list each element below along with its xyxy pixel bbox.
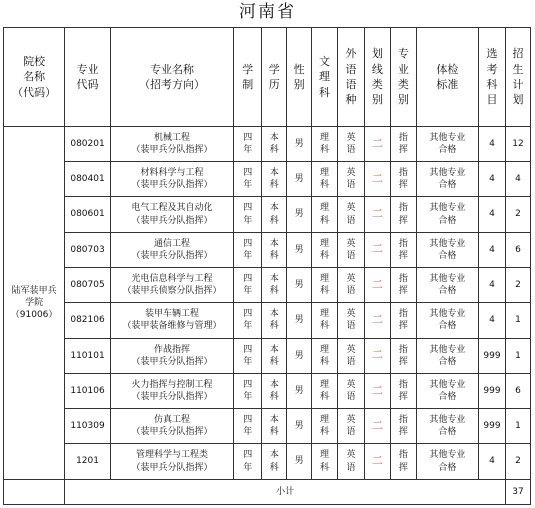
summary-row — [4, 479, 531, 504]
gender-cell: 男 — [287, 303, 312, 338]
language-cell: 英 语 — [337, 267, 364, 302]
line-type-cell: 二 — [364, 303, 390, 338]
subject-cell: 理 科 — [312, 373, 338, 408]
education-cell: 本 科 — [262, 232, 287, 267]
subject-cell: 理 科 — [312, 126, 338, 161]
header-physical: 体检 标准 — [416, 28, 478, 127]
gender-cell: 男 — [287, 373, 312, 408]
exam-subject-cell: 999 — [479, 409, 506, 444]
header-line-type: 划 线 类 别 — [364, 28, 390, 127]
physical-cell: 其他专业 合格 — [416, 197, 478, 232]
name-cell: 光电信息科学与工程 （装甲兵侦察分队指挥） — [110, 267, 233, 302]
line-type-cell: 二 — [364, 126, 390, 161]
major-type-cell: 指 挥 — [390, 444, 416, 479]
subject-cell: 理 科 — [312, 338, 338, 373]
exam-subject-cell: 999 — [479, 373, 506, 408]
subject-cell: 理 科 — [312, 267, 338, 302]
language-cell: 英 语 — [337, 444, 364, 479]
code-cell: 080401 — [65, 162, 111, 197]
name-cell: 火力指挥与控制工程 （装甲兵分队指挥） — [110, 373, 233, 408]
name-cell: 材料科学与工程 （装甲兵分队指挥） — [110, 162, 233, 197]
header-years: 学 制 — [234, 28, 262, 127]
exam-subject-cell: 4 — [479, 197, 506, 232]
plan-cell: 1 — [506, 409, 531, 444]
years-cell: 四 年 — [234, 162, 262, 197]
years-cell: 四 年 — [234, 197, 262, 232]
gender-cell: 男 — [287, 162, 312, 197]
major-type-cell: 指 挥 — [390, 162, 416, 197]
education-cell: 本 科 — [262, 162, 287, 197]
years-cell: 四 年 — [234, 409, 262, 444]
name-cell: 装甲车辆工程 （装甲装备维修与管理） — [110, 303, 233, 338]
header-language: 外 语 语 种 — [337, 28, 364, 127]
table-row — [4, 267, 531, 302]
education-cell: 本 科 — [262, 373, 287, 408]
summary-label: 小计 — [65, 479, 506, 504]
subject-cell: 理 科 — [312, 162, 338, 197]
subject-cell: 理 科 — [312, 232, 338, 267]
language-cell: 英 语 — [337, 126, 364, 161]
line-type-cell: 二 — [364, 444, 390, 479]
gender-cell: 男 — [287, 232, 312, 267]
table-row — [4, 409, 531, 444]
language-cell: 英 语 — [337, 232, 364, 267]
plan-cell: 1 — [506, 338, 531, 373]
name-cell: 仿真工程 （装甲兵分队指挥） — [110, 409, 233, 444]
physical-cell: 其他专业 合格 — [416, 162, 478, 197]
years-cell: 四 年 — [234, 232, 262, 267]
header-education: 学 历 — [262, 28, 287, 127]
physical-cell: 其他专业 合格 — [416, 232, 478, 267]
years-cell: 四 年 — [234, 126, 262, 161]
line-type-cell: 二 — [364, 338, 390, 373]
education-cell: 本 科 — [262, 409, 287, 444]
major-type-cell: 指 挥 — [390, 126, 416, 161]
name-cell: 管理科学与工程类 （装甲兵分队指挥） — [110, 444, 233, 479]
major-type-cell: 指 挥 — [390, 373, 416, 408]
name-cell: 通信工程 （装甲兵分队指挥） — [110, 232, 233, 267]
line-type-cell: 二 — [364, 409, 390, 444]
years-cell: 四 年 — [234, 373, 262, 408]
education-cell: 本 科 — [262, 197, 287, 232]
gender-cell: 男 — [287, 126, 312, 161]
plan-cell: 2 — [506, 267, 531, 302]
code-cell: 080703 — [65, 232, 111, 267]
physical-cell: 其他专业 合格 — [416, 373, 478, 408]
code-cell: 080601 — [65, 197, 111, 232]
plan-cell: 6 — [506, 373, 531, 408]
table-row — [4, 197, 531, 232]
header-gender: 性 别 — [287, 28, 312, 127]
subject-cell: 理 科 — [312, 444, 338, 479]
name-cell: 作战指挥 （装甲兵分队指挥） — [110, 338, 233, 373]
education-cell: 本 科 — [262, 338, 287, 373]
education-cell: 本 科 — [262, 444, 287, 479]
header-row — [4, 28, 531, 127]
plan-cell: 6 — [506, 232, 531, 267]
language-cell: 英 语 — [337, 338, 364, 373]
line-type-cell: 二 — [364, 267, 390, 302]
exam-subject-cell: 4 — [479, 232, 506, 267]
summary-total: 37 — [506, 479, 531, 504]
line-type-cell: 二 — [364, 197, 390, 232]
exam-subject-cell: 4 — [479, 303, 506, 338]
physical-cell: 其他专业 合格 — [416, 126, 478, 161]
education-cell: 本 科 — [262, 303, 287, 338]
table-row — [4, 303, 531, 338]
education-cell: 本 科 — [262, 126, 287, 161]
gender-cell: 男 — [287, 267, 312, 302]
language-cell: 英 语 — [337, 303, 364, 338]
education-cell: 本 科 — [262, 267, 287, 302]
exam-subject-cell: 999 — [479, 338, 506, 373]
school-name-cell: 陆军装甲兵 学院 （91006） — [4, 126, 65, 479]
subject-cell: 理 科 — [312, 303, 338, 338]
header-name: 专业名称 （招考方向） — [110, 28, 233, 127]
gender-cell: 男 — [287, 409, 312, 444]
exam-subject-cell: 4 — [479, 126, 506, 161]
years-cell: 四 年 — [234, 267, 262, 302]
header-school: 院校 名称 （代码） — [4, 28, 65, 127]
gender-cell: 男 — [287, 444, 312, 479]
line-type-cell: 二 — [364, 162, 390, 197]
exam-subject-cell: 4 — [479, 267, 506, 302]
physical-cell: 其他专业 合格 — [416, 409, 478, 444]
code-cell: 082106 — [65, 303, 111, 338]
code-cell: 110106 — [65, 373, 111, 408]
plan-cell: 12 — [506, 126, 531, 161]
plan-cell: 4 — [506, 162, 531, 197]
years-cell: 四 年 — [234, 303, 262, 338]
header-code: 专业 代码 — [65, 28, 111, 127]
years-cell: 四 年 — [234, 338, 262, 373]
major-type-cell: 指 挥 — [390, 267, 416, 302]
major-type-cell: 指 挥 — [390, 197, 416, 232]
gender-cell: 男 — [287, 197, 312, 232]
years-cell: 四 年 — [234, 444, 262, 479]
subject-cell: 理 科 — [312, 197, 338, 232]
physical-cell: 其他专业 合格 — [416, 303, 478, 338]
physical-cell: 其他专业 合格 — [416, 338, 478, 373]
major-type-cell: 指 挥 — [390, 303, 416, 338]
table-row — [4, 444, 531, 479]
page-title: 河南省 — [239, 2, 296, 22]
name-cell: 机械工程 （装甲兵分队指挥） — [110, 126, 233, 161]
line-type-cell: 二 — [364, 232, 390, 267]
summary-blank-cell — [4, 479, 65, 504]
header-subject: 文 理 科 — [312, 28, 338, 127]
subject-cell: 理 科 — [312, 409, 338, 444]
line-type-cell: 二 — [364, 373, 390, 408]
physical-cell: 其他专业 合格 — [416, 267, 478, 302]
code-cell: 1201 — [65, 444, 111, 479]
code-cell: 080201 — [65, 126, 111, 161]
header-plan: 招 生 计 划 — [506, 28, 531, 127]
language-cell: 英 语 — [337, 197, 364, 232]
admission-plan-table — [3, 27, 531, 505]
plan-cell: 2 — [506, 197, 531, 232]
header-exam-subject: 选 考 科 目 — [479, 28, 506, 127]
plan-cell: 2 — [506, 444, 531, 479]
language-cell: 英 语 — [337, 162, 364, 197]
header-major-type: 专 业 类 别 — [390, 28, 416, 127]
table-row — [4, 338, 531, 373]
exam-subject-cell: 4 — [479, 162, 506, 197]
table-row — [4, 232, 531, 267]
table-row — [4, 162, 531, 197]
exam-subject-cell: 4 — [479, 444, 506, 479]
code-cell: 110309 — [65, 409, 111, 444]
major-type-cell: 指 挥 — [390, 232, 416, 267]
code-cell: 080705 — [65, 267, 111, 302]
language-cell: 英 语 — [337, 373, 364, 408]
language-cell: 英 语 — [337, 409, 364, 444]
table-row — [4, 373, 531, 408]
name-cell: 电气工程及其自动化 （装甲兵分队指挥） — [110, 197, 233, 232]
plan-cell: 1 — [506, 303, 531, 338]
gender-cell: 男 — [287, 338, 312, 373]
table-row — [4, 126, 531, 161]
major-type-cell: 指 挥 — [390, 409, 416, 444]
physical-cell: 其他专业 合格 — [416, 444, 478, 479]
code-cell: 110101 — [65, 338, 111, 373]
major-type-cell: 指 挥 — [390, 338, 416, 373]
